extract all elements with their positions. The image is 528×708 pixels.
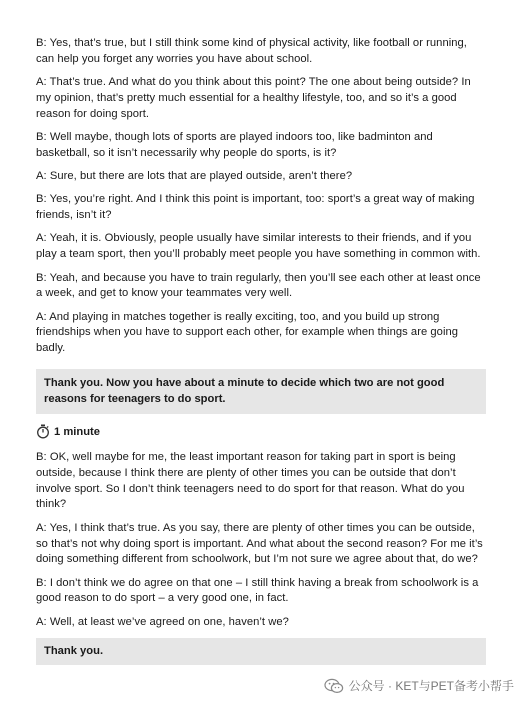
dialogue-line: A: That’s true. And what do you think about this point? The one about being outside? In my opinion, that’s pretty much essential for a healthy lifestyle, too, and so it’s a good reason for doing sport. [36, 76, 471, 120]
dialogue-line: A: Well, at least we’ve agreed on one, haven’t we? [36, 615, 289, 628]
watermark [324, 677, 514, 694]
dialogue-line: B: OK, well maybe for me, the least important reason for taking part in sport is being outside, because I think there are plenty of other times you can be outside that don’t involve sport. So I don’t think teenagers need to do sport for that reason. What do you think? [36, 451, 465, 511]
timer [36, 424, 486, 439]
dialogue-line: A: Yeah, it is. Obviously, people usually have similar interests to their friends, and if you play a team sport, then you’ll probably meet people you have something in common with. [36, 232, 481, 261]
stopwatch-icon [36, 424, 50, 439]
dialogue-line: A: Sure, but there are lots that are played outside, aren’t there? [36, 170, 353, 183]
document-page [36, 36, 486, 665]
timer-label: 1 minute [54, 425, 101, 438]
wechat-icon [324, 678, 344, 694]
examiner-prompt: Thank you. Now you have about a minute to decide which two are not good reasons for teenagers to do sport. [36, 369, 486, 414]
dialogue-line: B: I don’t think we do agree on that one – I still think having a break from schoolwork is a good reason to do sport – a very good one, in fact. [36, 576, 479, 605]
dialogue-line: B: Yes, you’re right. And I think this point is important, too: sport’s a great way of making friends, isn’t it? [36, 193, 475, 222]
closing-prompt: Thank you. [36, 638, 486, 665]
dialogue-line: B: Yeah, and because you have to train regularly, then you’ll see each other at least once a week, and get to know your teammates very well. [36, 271, 481, 300]
dialogue-line: A: And playing in matches together is really exciting, too, and you build up strong friendships when you have to support each other, for example when things are going badly. [36, 310, 459, 355]
dialogue-line: B: Yes, that’s true, but I still think some kind of physical activity, like football or running, can help you forget any worries you have about school. [36, 37, 467, 65]
dialogue-bottom [36, 450, 486, 630]
dialogue-line: B: Well maybe, though lots of sports are played indoors too, like badminton and basketball, so it isn’t necessarily why people do sports, is it? [36, 130, 433, 159]
dialogue-line: A: Yes, I think that’s true. As you say, there are plenty of other times you can be outside, so that’s not why doing sport is important. And what about the second reason? For me it’s doing something different from schoolwork, but I’m not sure we agree about that, do we? [36, 521, 483, 566]
watermark-text: 公众号 · KET与PET备考小帮手 [348, 679, 514, 693]
dialogue-top [36, 36, 486, 357]
